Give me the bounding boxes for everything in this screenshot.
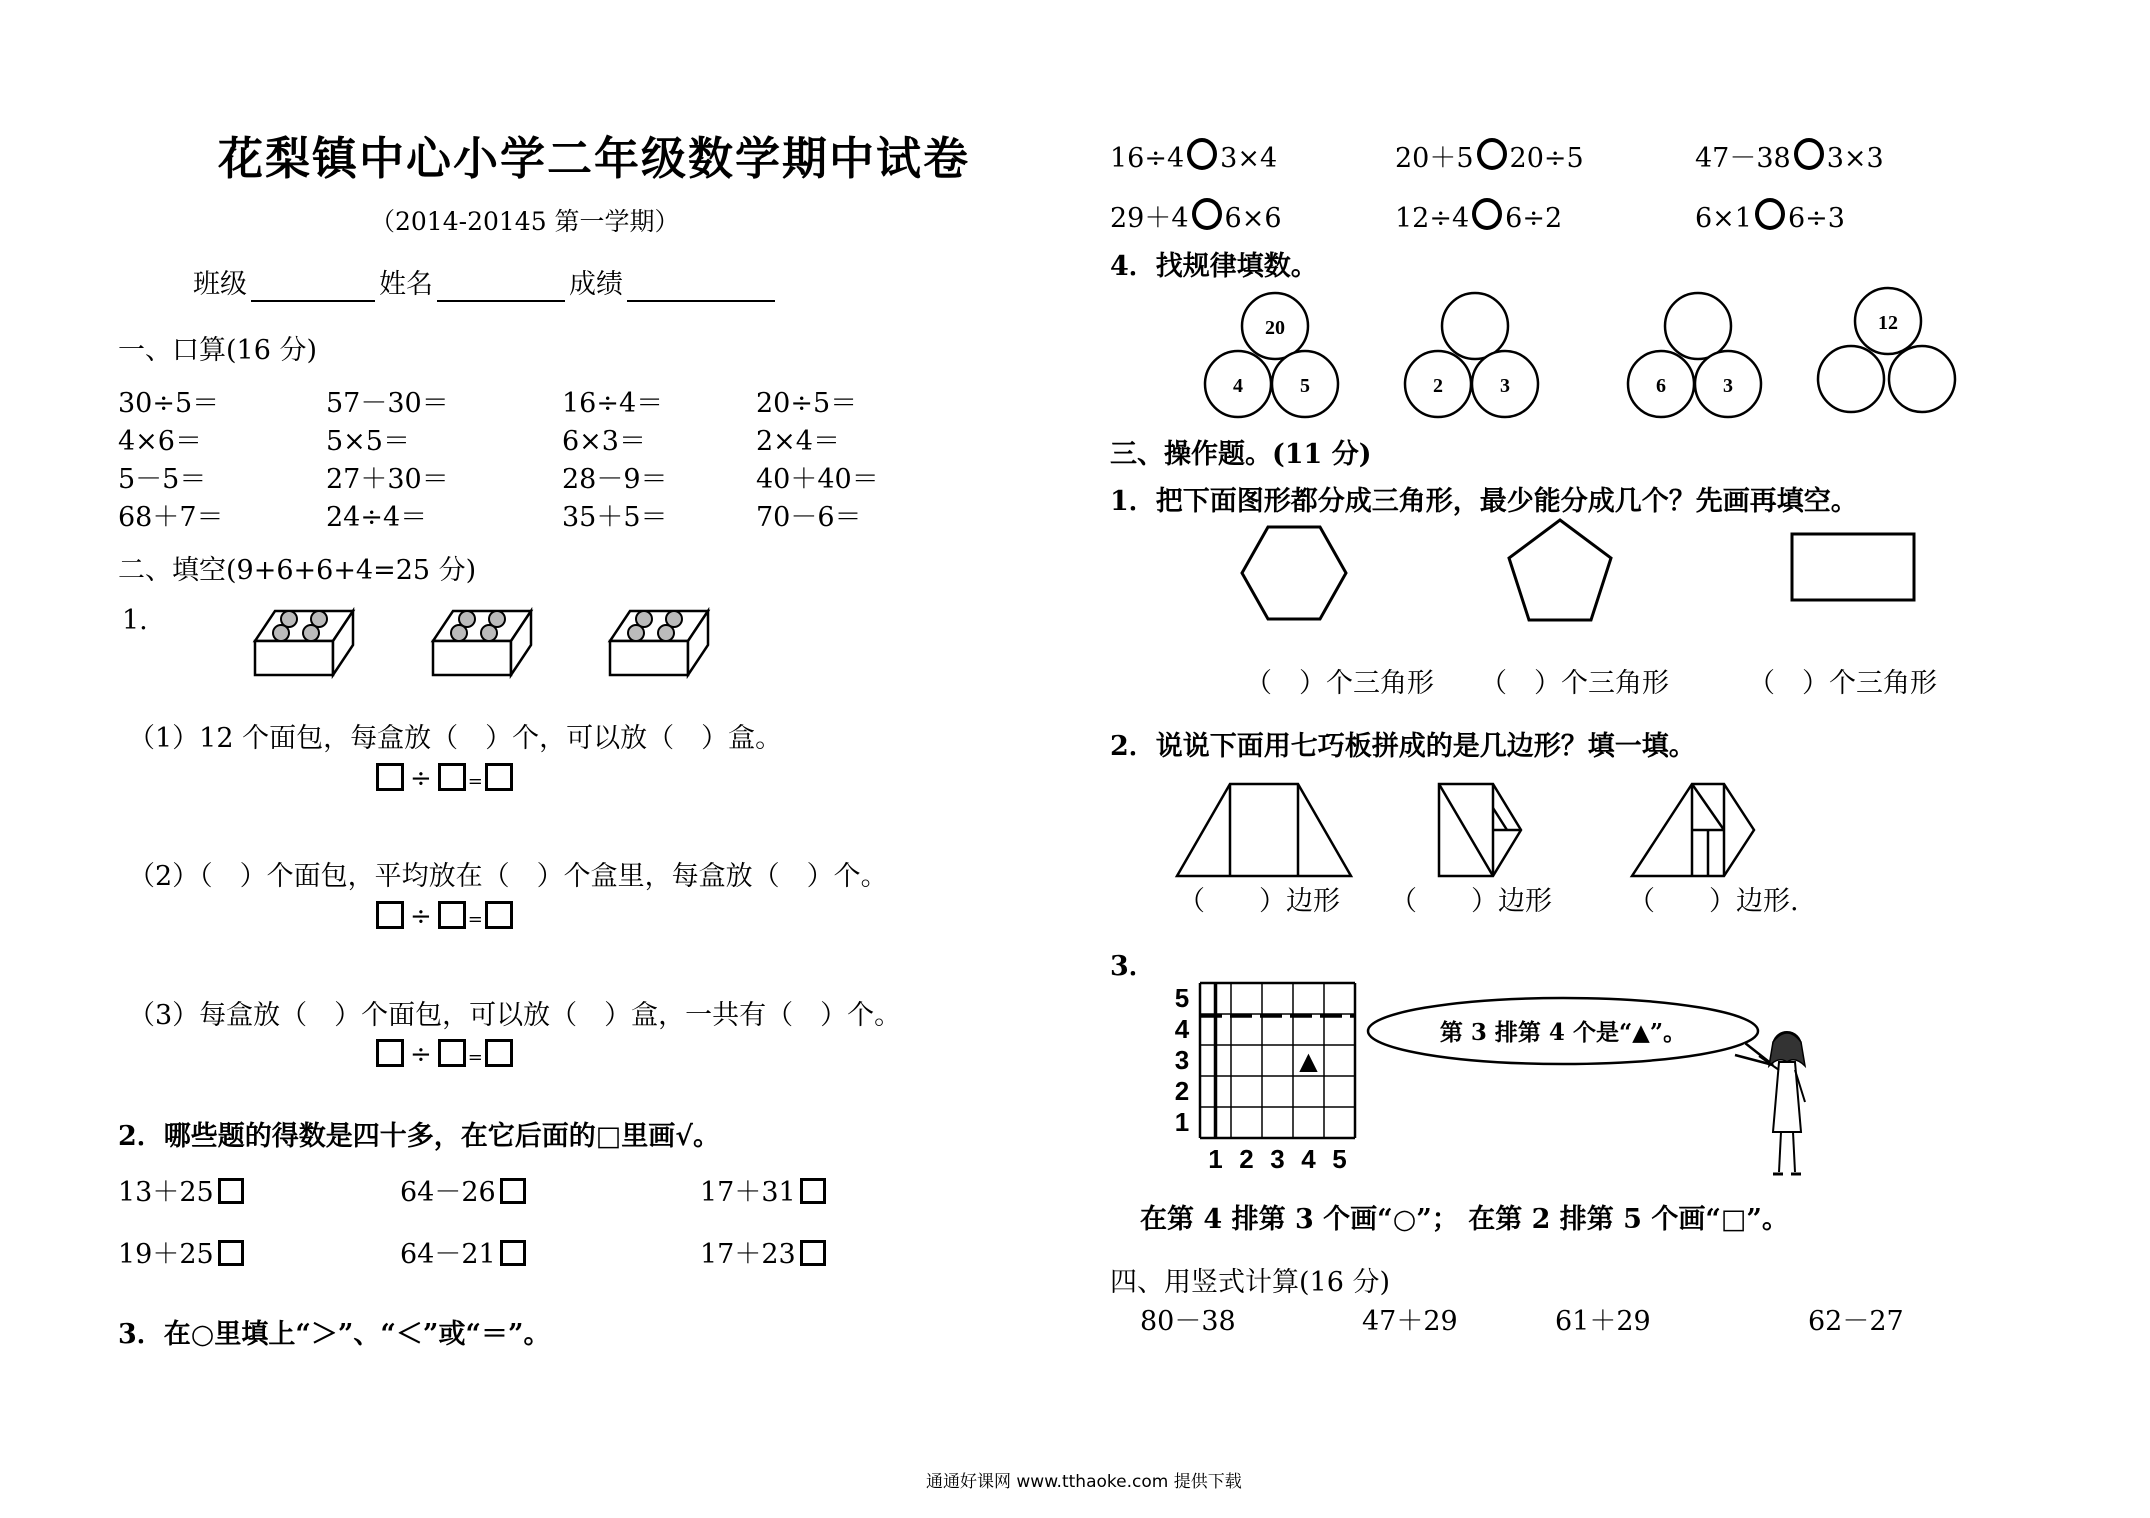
- name-label: 姓名: [379, 269, 433, 300]
- compare-circle[interactable]: [1794, 138, 1824, 170]
- divide-sign: ÷: [410, 902, 432, 932]
- section2-heading: 二、填空(9+6+6+4=25 分): [118, 555, 477, 586]
- calc-item: 40＋40＝: [756, 464, 879, 495]
- s3-q3-number: 3．: [1110, 951, 1156, 982]
- check-box[interactable]: [500, 1178, 526, 1204]
- check-box[interactable]: [218, 1178, 244, 1204]
- speech-bubble: [1365, 995, 1775, 1075]
- compare-circle[interactable]: [1755, 198, 1785, 230]
- s3-q3-instruction: 在第 4 排第 3 个画“○”； 在第 2 排第 5 个画“□”。: [1140, 1204, 1789, 1235]
- calc-item: 35＋5＝: [562, 502, 668, 533]
- q1-number: 1.: [122, 605, 148, 636]
- polygon-answer: （ ）边形.: [1628, 886, 1799, 917]
- check-box[interactable]: [500, 1240, 526, 1266]
- compare-item: 47－38 3×3: [1695, 138, 1884, 176]
- compare-item: 6×1 6÷3: [1695, 198, 1845, 236]
- triangle-count-answer: （ ）个三角形: [1245, 668, 1434, 699]
- compare-circle[interactable]: [1187, 138, 1217, 170]
- pattern-heading: 4．找规律填数。: [1110, 251, 1318, 282]
- score-blank[interactable]: [627, 276, 775, 302]
- calc-item: 6×3＝: [562, 426, 646, 457]
- exam-title: 花梨镇中心小学二年级数学期中试卷: [218, 132, 971, 185]
- check-item: 19＋25: [118, 1238, 244, 1272]
- pattern-number: 6: [1656, 375, 1666, 397]
- tangram-pentagon: [1435, 780, 1525, 880]
- pattern-number: 12: [1878, 312, 1898, 334]
- pattern-circles: [1405, 290, 1545, 420]
- q2-text: 2．哪些题的得数是四十多，在它后面的□里画√。: [118, 1121, 721, 1152]
- equals-sign: =: [467, 909, 483, 930]
- tangram-pentagon: [1628, 780, 1758, 880]
- grid-row-label: 2: [1174, 1076, 1190, 1106]
- rectangle-shape: [1790, 532, 1916, 604]
- check-item: 64－21: [400, 1238, 526, 1272]
- compare-circle[interactable]: [1472, 198, 1502, 230]
- polygon-answer: （ ）边形: [1178, 886, 1340, 917]
- divide-sign: ÷: [410, 1040, 432, 1070]
- vertical-calc-item: 47＋29: [1362, 1306, 1458, 1337]
- compare-item: 29＋4 6×6: [1110, 198, 1282, 236]
- compare-item: 12÷4 6÷2: [1395, 198, 1562, 236]
- pattern-circles: [1628, 290, 1768, 420]
- pattern-circles: [1818, 285, 1958, 415]
- division-equation: [376, 1038, 513, 1075]
- grid-row-label: 3: [1174, 1045, 1190, 1075]
- division-equation: [376, 900, 513, 937]
- equals-sign: =: [467, 771, 483, 792]
- grid-row-label: 4: [1174, 1014, 1190, 1044]
- hexagon-shape: [1240, 525, 1350, 621]
- bread-box-illustration: [255, 605, 353, 677]
- calc-item: 20÷5＝: [756, 388, 858, 419]
- bread-box-illustration: [433, 605, 531, 677]
- calc-item: 68＋7＝: [118, 502, 224, 533]
- calc-item: 16÷4＝: [562, 388, 664, 419]
- tangram-trapezoid: [1175, 780, 1355, 880]
- pattern-circles: [1205, 290, 1345, 420]
- name-blank[interactable]: [437, 276, 565, 302]
- vertical-calc-item: 62－27: [1808, 1306, 1904, 1337]
- divide-sign: ÷: [410, 764, 432, 794]
- calc-item: 24÷4＝: [326, 502, 428, 533]
- polygon-answer: （ ）边形: [1390, 886, 1552, 917]
- check-item: 13＋25: [118, 1176, 244, 1210]
- grid-col-label: 1: [1208, 1144, 1223, 1174]
- class-label: 班级: [193, 269, 247, 300]
- pattern-number: 3: [1723, 375, 1733, 397]
- answer-box[interactable]: [485, 763, 513, 791]
- check-item: 17＋31: [700, 1176, 826, 1210]
- q1-part-2: （2）（ ）个面包，平均放在（ ）个盒里，每盒放（ ）个。: [128, 861, 888, 892]
- compare-item: 20＋5 20÷5: [1395, 138, 1584, 176]
- calc-item: 70－6＝: [756, 502, 862, 533]
- equals-sign: =: [467, 1047, 483, 1068]
- grid-col-label: 5: [1332, 1144, 1347, 1174]
- answer-box[interactable]: [438, 1039, 466, 1067]
- answer-box[interactable]: [438, 901, 466, 929]
- footer-credit: 通通好课网 www.tthaoke.com 提供下载: [926, 1472, 1242, 1492]
- student-info-row: [193, 268, 779, 302]
- pattern-number: 3: [1500, 375, 1510, 397]
- girl-figure-icon: [1755, 1022, 1815, 1182]
- class-blank[interactable]: [251, 276, 375, 302]
- q1-part-3: （3）每盒放（ ）个面包，可以放（ ）盒，一共有（ ）个。: [128, 1000, 902, 1031]
- check-box[interactable]: [218, 1240, 244, 1266]
- grid-col-label: 3: [1270, 1144, 1285, 1174]
- score-label: 成绩: [569, 269, 623, 300]
- section3-heading: 三、操作题。(11 分): [1110, 439, 1372, 470]
- pentagon-shape: [1505, 518, 1615, 623]
- vertical-calc-item: 61＋29: [1555, 1306, 1651, 1337]
- calc-item: 28－9＝: [562, 464, 668, 495]
- compare-circle[interactable]: [1477, 138, 1507, 170]
- q3-text: 3．在○里填上“＞”、“＜”或“＝”。: [118, 1319, 551, 1350]
- answer-box[interactable]: [485, 901, 513, 929]
- triangle-mark: ▲: [1299, 1047, 1318, 1075]
- bread-box-illustration: [610, 605, 708, 677]
- division-equation: [376, 762, 513, 799]
- vertical-calc-item: 80－38: [1140, 1306, 1236, 1337]
- compare-item: 16÷4 3×4: [1110, 138, 1277, 176]
- compare-circle[interactable]: [1192, 198, 1222, 230]
- calc-item: 2×4＝: [756, 426, 840, 457]
- check-box[interactable]: [800, 1178, 826, 1204]
- section4-heading: 四、用竖式计算(16 分): [1110, 1267, 1391, 1298]
- answer-box[interactable]: [376, 763, 404, 791]
- check-item: 64－26: [400, 1176, 526, 1210]
- pattern-number: 2: [1433, 375, 1443, 397]
- answer-box[interactable]: [376, 1039, 404, 1067]
- section1-heading: 一、口算(16 分): [118, 335, 318, 366]
- calc-item: 5－5＝: [118, 464, 207, 495]
- q1-part-1: （1）12 个面包，每盒放（ ）个，可以放（ ）盒。: [128, 723, 783, 754]
- calc-item: 57－30＝: [326, 388, 449, 419]
- pattern-number: 4: [1233, 375, 1243, 397]
- check-item: 17＋23: [700, 1238, 826, 1272]
- triangle-count-answer: （ ）个三角形: [1480, 668, 1669, 699]
- calc-item: 30÷5＝: [118, 388, 220, 419]
- calc-item: 27＋30＝: [326, 464, 449, 495]
- triangle-count-answer: （ ）个三角形: [1748, 668, 1937, 699]
- check-box[interactable]: [800, 1240, 826, 1266]
- answer-box[interactable]: [438, 763, 466, 791]
- bubble-text: 第 3 排第 4 个是“▲”。: [1439, 1019, 1687, 1046]
- pattern-number: 5: [1300, 375, 1310, 397]
- answer-box[interactable]: [376, 901, 404, 929]
- grid-row-label: 5: [1174, 983, 1190, 1013]
- calc-item: 5×5＝: [326, 426, 410, 457]
- calc-item: 4×6＝: [118, 426, 202, 457]
- answer-box[interactable]: [485, 1039, 513, 1067]
- pattern-number: 20: [1265, 317, 1285, 339]
- grid-row-label: 1: [1174, 1107, 1190, 1137]
- grid-col-label: 4: [1301, 1144, 1316, 1174]
- grid-col-label: 2: [1239, 1144, 1254, 1174]
- position-grid: [1160, 975, 1360, 1175]
- s3-q2-text: 2．说说下面用七巧板拼成的是几边形？填一填。: [1110, 731, 1696, 762]
- s3-q1-text: 1．把下面图形都分成三角形，最少能分成几个？先画再填空。: [1110, 486, 1858, 517]
- term-subtitle: （2014-20145 第一学期）: [370, 207, 680, 236]
